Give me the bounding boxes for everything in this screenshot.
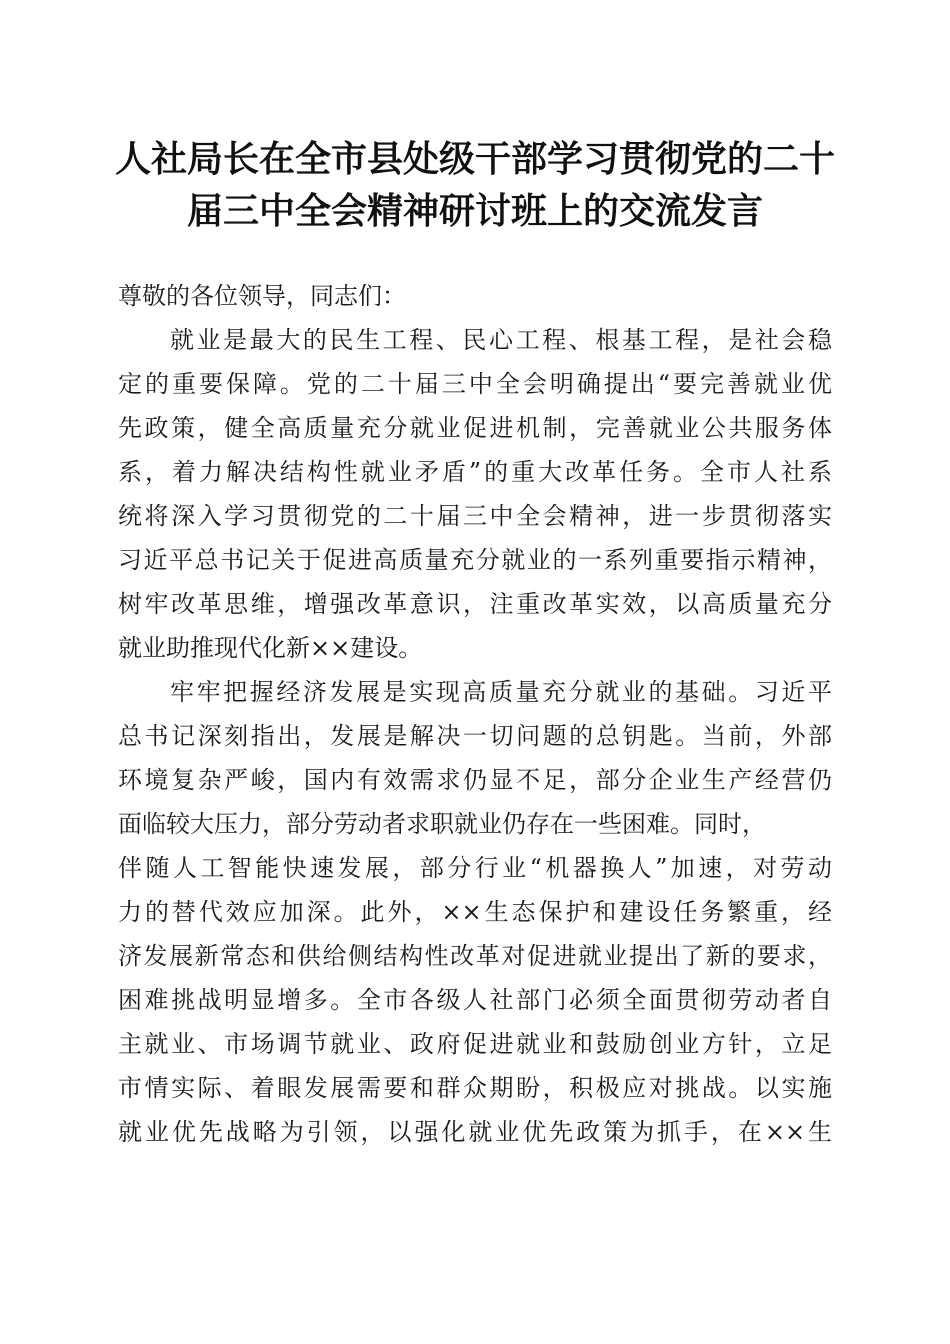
- paragraph-1-line: 先政策，健全高质量充分就业促进机制，完善就业公共服务体: [118, 414, 832, 442]
- paragraph-1-line: 定的重要保障。党的二十届三中全会明确提出“要完善就业优: [118, 370, 832, 398]
- paragraph-2-line: 面临较大压力，部分劳动者求职就业仍存在一些困难。同时，: [118, 810, 766, 838]
- paragraph-1-line: 就业助推现代化新××建设。: [118, 634, 423, 662]
- paragraph-2-line: 主就业、市场调节就业、政府促进就业和鼓励创业方针，立足: [118, 1030, 832, 1058]
- paragraph-2-line: 环境复杂严峻，国内有效需求仍显不足，部分企业生产经营仍: [118, 766, 832, 794]
- paragraph-2-line: 牢牢把握经济发展是实现高质量充分就业的基础。习近平: [170, 678, 832, 706]
- paragraph-2-line: 总书记深刻指出，发展是解决一切问题的总钥匙。当前，外部: [118, 722, 832, 750]
- salutation: 尊敬的各位领导，同志们：: [118, 282, 406, 310]
- paragraph-2-line: 力的替代效应加深。此外，××生态保护和建设任务繁重，经: [118, 898, 832, 926]
- paragraph-1-line: 就业是最大的民生工程、民心工程、根基工程，是社会稳: [170, 326, 832, 354]
- paragraph-1-line: 树牢改革思维，增强改革意识，注重改革实效，以高质量充分: [118, 590, 832, 618]
- paragraph-2-line: 困难挑战明显增多。全市各级人社部门必须全面贯彻劳动者自: [118, 986, 832, 1014]
- paragraph-2-line: 市情实际、着眼发展需要和群众期盼，积极应对挑战。以实施: [118, 1074, 832, 1102]
- document-title-line-1: 人社局长在全市县处级干部学习贯彻党的二十: [114, 138, 835, 180]
- paragraph-1-line: 习近平总书记关于促进高质量充分就业的一系列重要指示精神，: [118, 546, 832, 574]
- paragraph-1-line: 统将深入学习贯彻党的二十届三中全会精神，进一步贯彻落实: [118, 502, 832, 530]
- document-title-line-2: 届三中全会精神研讨班上的交流发言: [186, 190, 763, 232]
- paragraph-2-line: 伴随人工智能快速发展，部分行业“机器换人”加速，对劳动: [118, 854, 832, 882]
- paragraph-2-line: 就业优先战略为引领，以强化就业优先政策为抓手，在××生: [118, 1118, 832, 1146]
- paragraph-1-line: 系，着力解决结构性就业矛盾”的重大改革任务。全市人社系: [118, 458, 832, 486]
- paragraph-2-line: 济发展新常态和供给侧结构性改革对促进就业提出了新的要求，: [118, 942, 832, 970]
